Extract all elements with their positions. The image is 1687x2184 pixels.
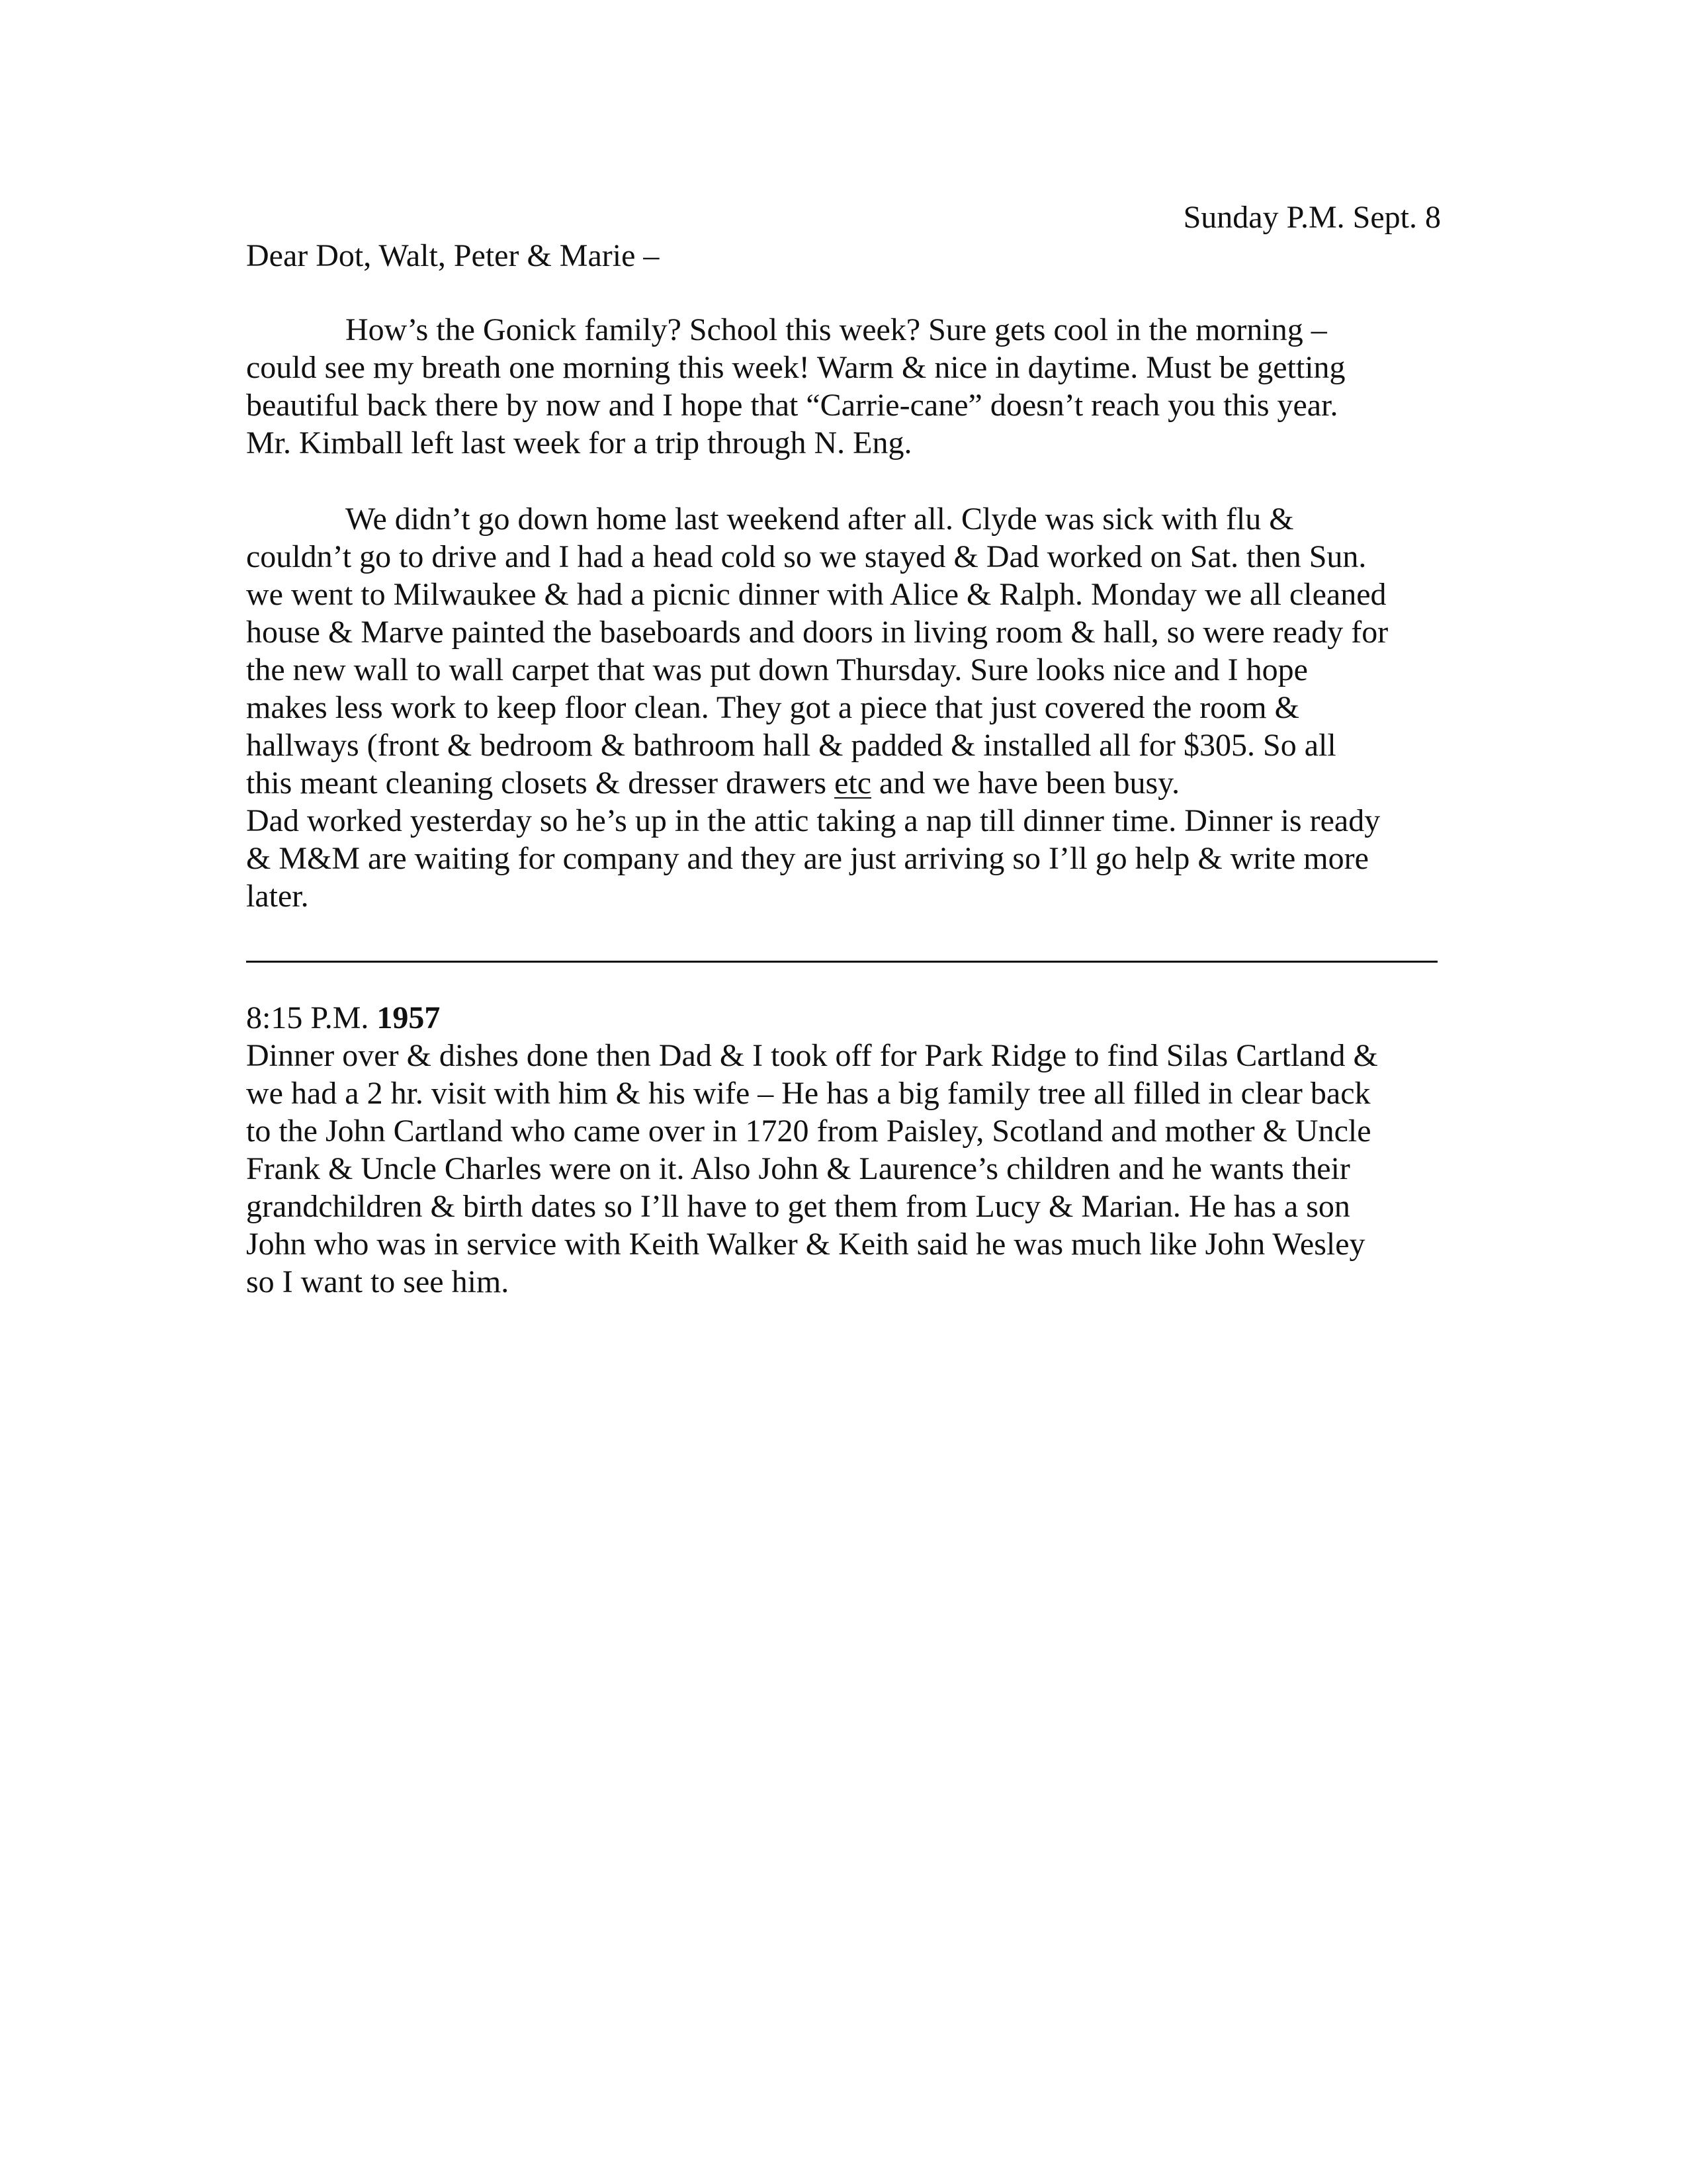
paragraph-2-line: hallways (front & bedroom & bathroom hall & padded & installed all for $305. So all bbox=[246, 728, 1336, 763]
evening-line: so I want to see him. bbox=[246, 1264, 509, 1299]
evening-line: grandchildren & birth dates so I’ll have to get them from Lucy & Marian. He has a son bbox=[246, 1189, 1350, 1224]
evening-heading bbox=[246, 999, 1437, 1037]
evening-line: to the John Cartland who came over in 1720 from Paisley, Scotland and mother & Uncle bbox=[246, 1114, 1371, 1149]
paragraph-1 bbox=[246, 311, 1437, 462]
paragraph-2-line-text: this meant cleaning closets & dresser drawers bbox=[246, 765, 835, 801]
paragraph-3-line: Dad worked yesterday so he’s up in the attic taking a nap till dinner time. Dinner is ready bbox=[246, 803, 1381, 838]
paragraph-1-line: beautiful back there by now and I hope that “Carrie-cane” doesn’t reach you this year. bbox=[246, 388, 1338, 423]
letter-dateline: Sunday P.M. Sept. 8 bbox=[1183, 200, 1441, 235]
evening-line: John who was in service with Keith Walker & Keith said he was much like John Wesley bbox=[246, 1227, 1365, 1262]
paragraph-1-line: Mr. Kimball left last week for a trip through N. Eng. bbox=[246, 425, 912, 460]
evening-line: Dinner over & dishes done then Dad & I took off for Park Ridge to find Silas Cartland & bbox=[246, 1038, 1378, 1073]
paragraph-2 bbox=[246, 500, 1437, 915]
paragraph-3-line: later. bbox=[246, 879, 309, 914]
paragraph-2-line: the new wall to wall carpet that was put down Thursday. Sure looks nice and I hope bbox=[246, 652, 1308, 687]
letter-salutation: Dear Dot, Walt, Peter & Marie – bbox=[246, 238, 660, 273]
paragraph-2-line: We didn’t go down home last weekend after all. Clyde was sick with flu & bbox=[345, 502, 1294, 537]
paragraph-2-line: house & Marve painted the baseboards and doors in living room & hall, so were ready for bbox=[246, 615, 1389, 650]
paragraph-2-line: makes less work to keep floor clean. They got a piece that just covered the room & bbox=[246, 690, 1299, 725]
underlined-etc: etc bbox=[834, 765, 872, 801]
evening-line: we had a 2 hr. visit with him & his wife – He has a big family tree all filled in clear back bbox=[246, 1076, 1371, 1111]
evening-section bbox=[246, 999, 1437, 1301]
paragraph-2-line bbox=[246, 764, 1437, 802]
horizontal-divider bbox=[246, 961, 1438, 963]
evening-time: 8:15 P.M. bbox=[246, 1000, 377, 1035]
paragraph-2-line: we went to Milwaukee & had a picnic dinner with Alice & Ralph. Monday we all cleaned bbox=[246, 577, 1387, 612]
evening-year: 1957 bbox=[376, 1000, 441, 1035]
evening-line: Frank & Uncle Charles were on it. Also John & Laurence’s children and he wants their bbox=[246, 1151, 1350, 1186]
paragraph-2-line: couldn’t go to drive and I had a head cold so we stayed & Dad worked on Sat. then Sun. bbox=[246, 539, 1367, 574]
paragraph-1-line: How’s the Gonick family? School this week? Sure gets cool in the morning – bbox=[345, 312, 1327, 347]
paragraph-1-line: could see my breath one morning this week! Warm & nice in daytime. Must be getting bbox=[246, 350, 1346, 385]
paragraph-3-line: & M&M are waiting for company and they are just arriving so I’ll go help & write more bbox=[246, 841, 1369, 876]
paragraph-2-line-text: and we have been busy. bbox=[871, 765, 1180, 801]
